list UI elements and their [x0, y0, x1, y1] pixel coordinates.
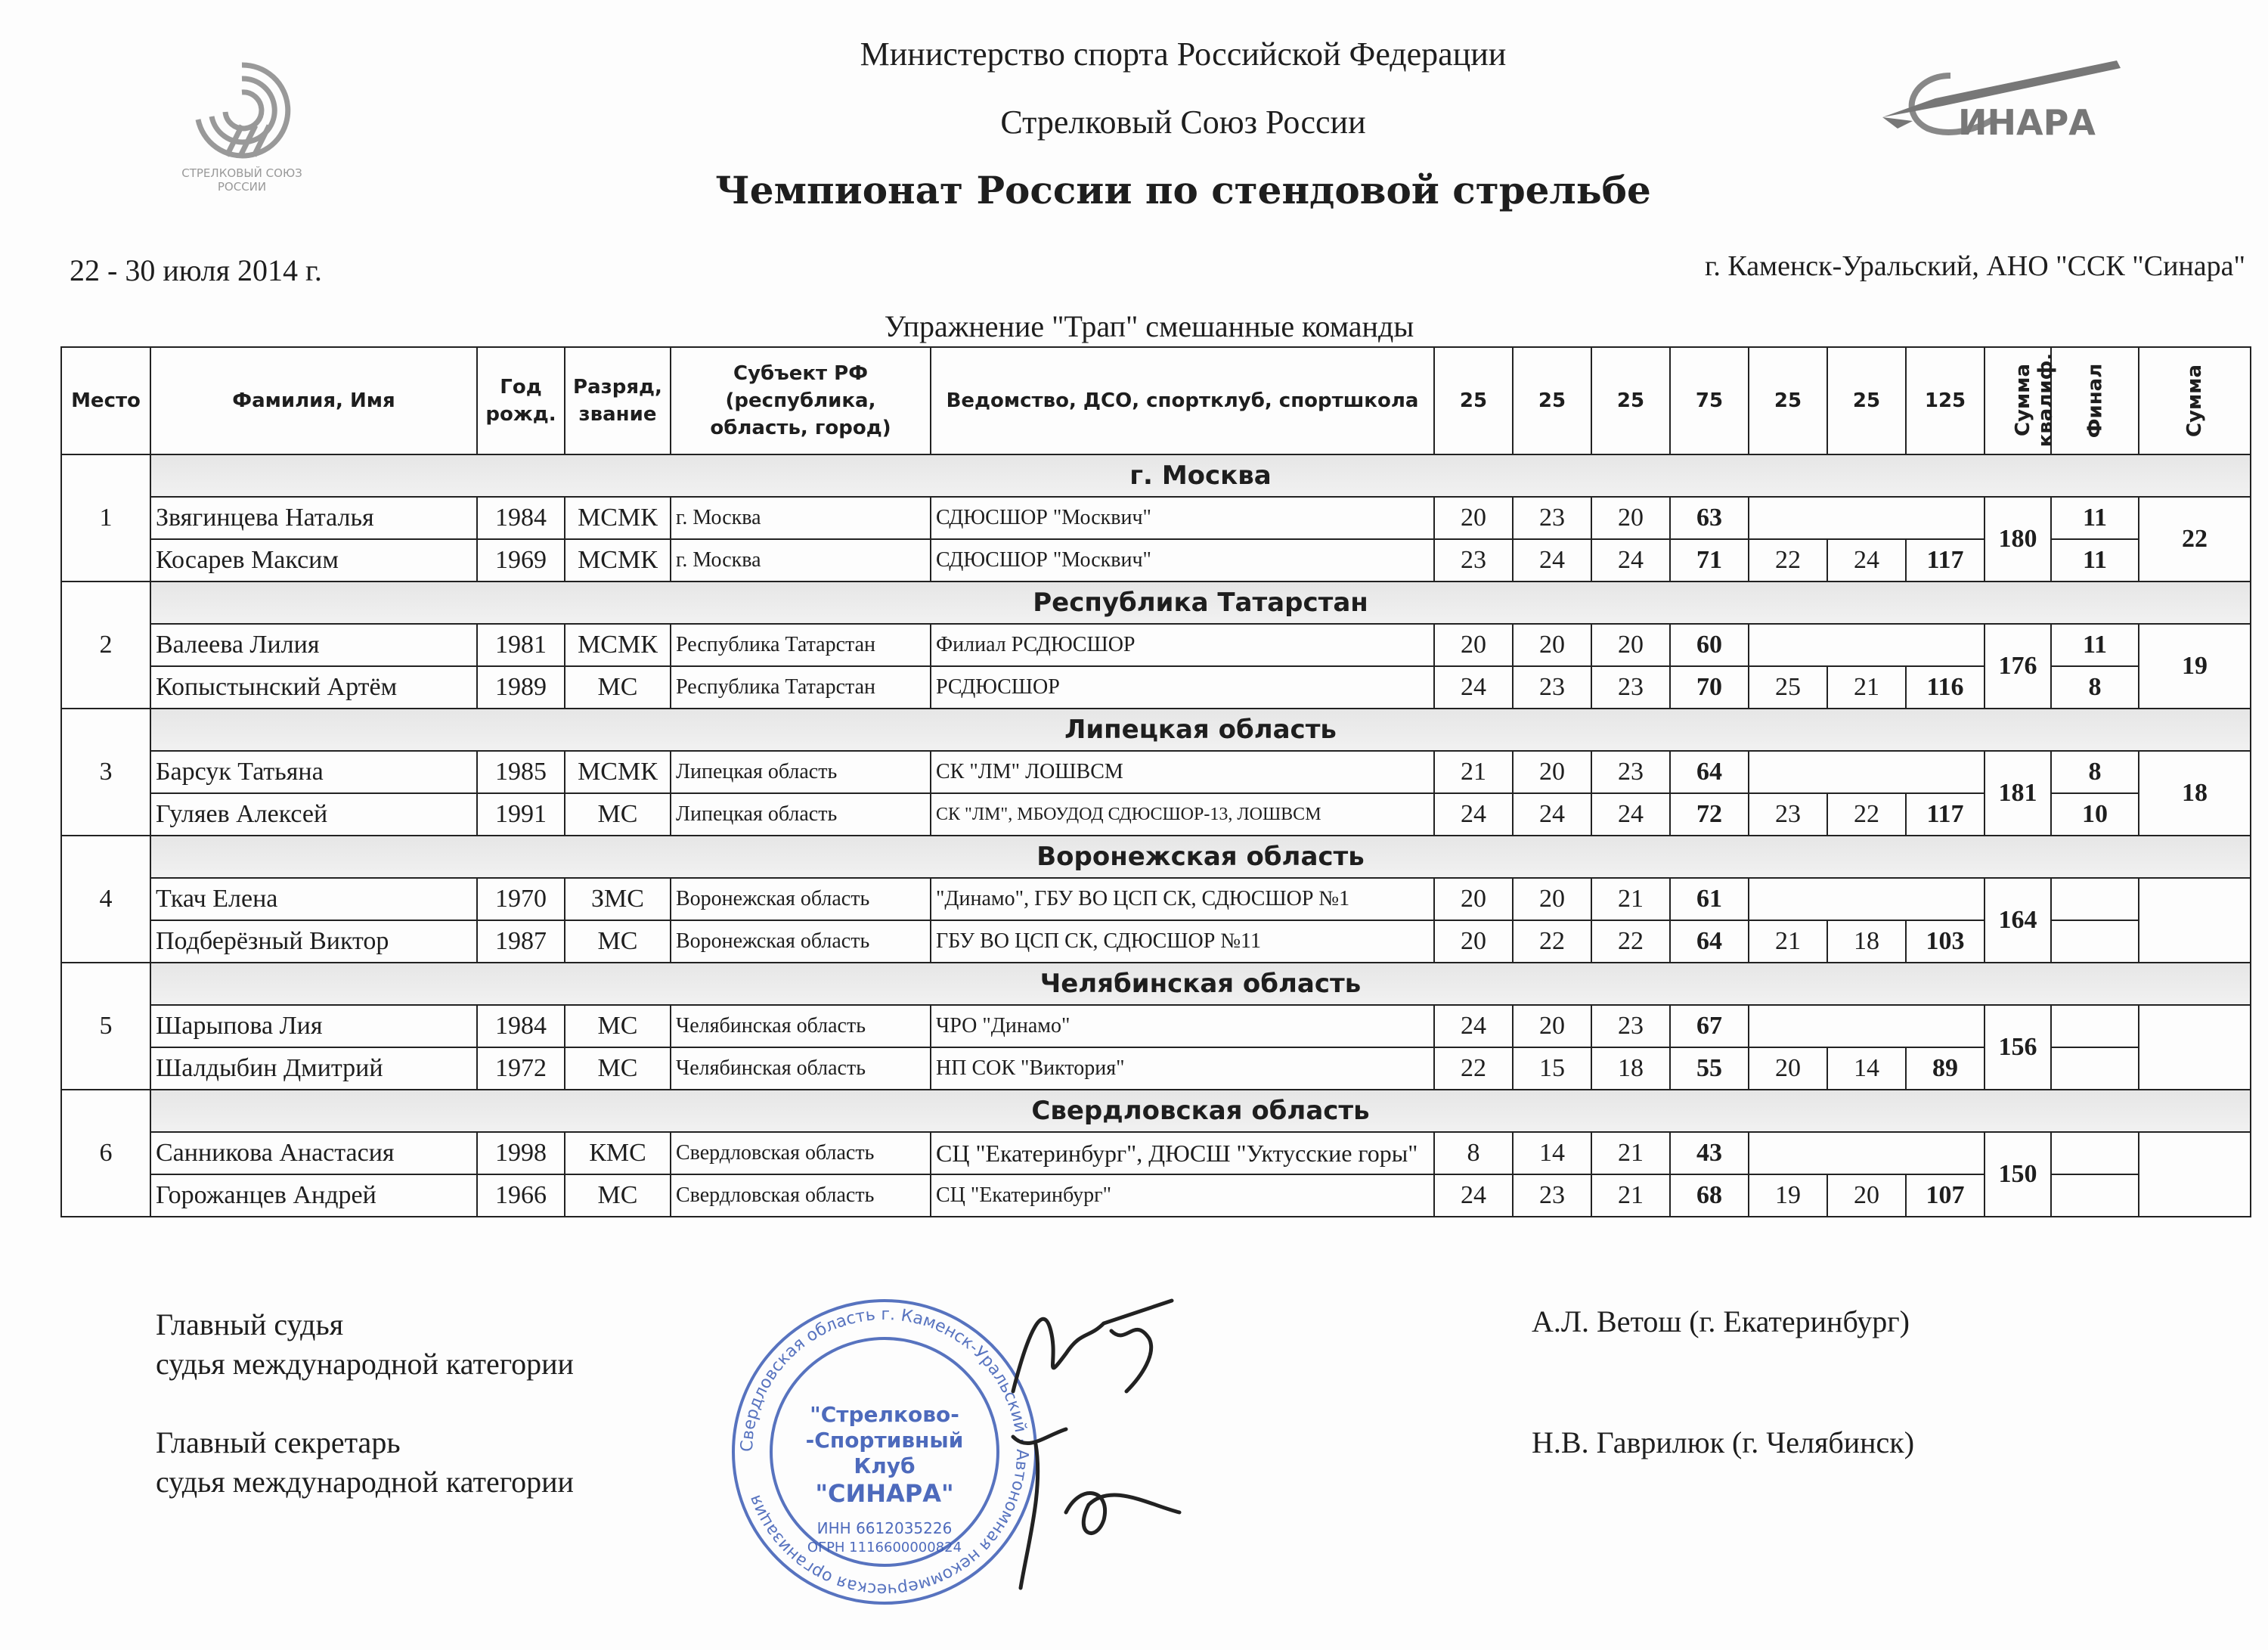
- subject: Челябинская область: [671, 1005, 931, 1047]
- svg-text:"СИНАРА": "СИНАРА": [815, 1479, 954, 1508]
- series-1: 21: [1434, 751, 1513, 793]
- athlete-name: Копыстынский Артём: [150, 666, 477, 709]
- athlete-name: Шалдыбин Дмитрий: [150, 1047, 477, 1090]
- table-row: [61, 539, 2251, 582]
- organization: СК "ЛМ", МБОУДОД СДЮСШОР-13, ЛОШВСМ: [931, 793, 1434, 836]
- event-dates: 22 - 30 июля 2014 г.: [70, 253, 322, 287]
- empty-series: [1749, 751, 1984, 793]
- table-row: [61, 666, 2251, 709]
- empty-series: [1749, 1132, 1984, 1174]
- rank: МС: [565, 1174, 671, 1217]
- team-total: 22: [2139, 497, 2251, 582]
- col-series-4: 25: [1749, 347, 1827, 454]
- team-place: 3: [61, 709, 150, 836]
- team-block: [61, 709, 2251, 836]
- empty-series: [1749, 878, 1984, 920]
- series-2: 14: [1513, 1132, 1591, 1174]
- organization: СЦ "Екатеринбург", ДЮСШ "Уктусские горы": [931, 1132, 1434, 1174]
- birth-year: 1972: [477, 1047, 565, 1090]
- svg-text:Свердловская область г. Каменс: Свердловская область г. Каменск-Уральский · Автономная некоммерческая организация: [737, 1304, 1032, 1599]
- svg-text:СТРЕЛКОВЫЙ СОЮЗ: СТРЕЛКОВЫЙ СОЮЗ: [181, 166, 302, 180]
- table-row: [61, 878, 2251, 920]
- series-3: 24: [1591, 793, 1670, 836]
- series-2: 23: [1513, 1174, 1591, 1217]
- col-name: Фамилия, Имя: [150, 347, 477, 454]
- subject: г. Москва: [671, 539, 931, 582]
- team-region: Воронежская область: [150, 836, 2251, 878]
- series-4: 22: [1749, 539, 1827, 582]
- organization: СДЮСШОР "Москвич": [931, 497, 1434, 539]
- team-total: 18: [2139, 751, 2251, 836]
- subtotal-75: 55: [1670, 1047, 1749, 1090]
- secretary-role: Главный секретарь: [156, 1425, 401, 1459]
- final-score: [2051, 1047, 2139, 1090]
- final-score: 8: [2051, 666, 2139, 709]
- birth-year: 1984: [477, 497, 565, 539]
- birth-year: 1969: [477, 539, 565, 582]
- team-place: 5: [61, 963, 150, 1090]
- col-year: Год рожд.: [477, 347, 565, 454]
- table-row: [61, 751, 2251, 793]
- organization: НП СОК "Виктория": [931, 1047, 1434, 1090]
- secretary-signature: [983, 1422, 1210, 1596]
- final-score: [2051, 1174, 2139, 1217]
- team-block: [61, 582, 2251, 709]
- organization: СЦ "Екатеринбург": [931, 1174, 1434, 1217]
- final-score: [2051, 1132, 2139, 1174]
- subtotal-75: 70: [1670, 666, 1749, 709]
- svg-text:ИНАРА: ИНАРА: [1958, 102, 2096, 143]
- svg-text:ИНН 6612035226: ИНН 6612035226: [816, 1519, 953, 1537]
- qual-sum: 150: [1984, 1132, 2051, 1217]
- athlete-name: Барсук Татьяна: [150, 751, 477, 793]
- rank: МС: [565, 793, 671, 836]
- subject: Липецкая область: [671, 793, 931, 836]
- series-1: 24: [1434, 1005, 1513, 1047]
- rank: МСМК: [565, 497, 671, 539]
- team-region: Челябинская область: [150, 963, 2251, 1005]
- empty-series: [1749, 1005, 1984, 1047]
- subtotal-75: 61: [1670, 878, 1749, 920]
- subtotal-75: 71: [1670, 539, 1749, 582]
- rank: МСМК: [565, 751, 671, 793]
- subject: Воронежская область: [671, 878, 931, 920]
- rank: КМС: [565, 1132, 671, 1174]
- table-row: [61, 1132, 2251, 1174]
- table-row: [61, 1047, 2251, 1090]
- subtotal-75: 60: [1670, 624, 1749, 666]
- series-2: 24: [1513, 793, 1591, 836]
- col-series-3: 25: [1591, 347, 1670, 454]
- svg-text:-Спортивный: -Спортивный: [805, 1428, 964, 1453]
- team-total: [2139, 1005, 2251, 1090]
- rank: МСМК: [565, 624, 671, 666]
- final-score: 11: [2051, 497, 2139, 539]
- organization: РСДЮСШОР: [931, 666, 1434, 709]
- series-4: 21: [1749, 920, 1827, 963]
- empty-series: [1749, 497, 1984, 539]
- judge-role: Главный судья: [156, 1307, 344, 1341]
- total-125: 117: [1906, 793, 1984, 836]
- total-125: 89: [1906, 1047, 1984, 1090]
- team-block: [61, 963, 2251, 1090]
- judge-category: судья международной категории: [156, 1347, 574, 1381]
- series-3: 23: [1591, 666, 1670, 709]
- series-1: 20: [1434, 624, 1513, 666]
- series-1: 24: [1434, 1174, 1513, 1217]
- rank: МС: [565, 666, 671, 709]
- team-region: Республика Татарстан: [150, 582, 2251, 624]
- series-2: 24: [1513, 539, 1591, 582]
- col-subject: Субъект РФ (республика, область, город): [671, 347, 931, 454]
- team-region: Свердловская область: [150, 1090, 2251, 1132]
- col-subtotal-75: 75: [1670, 347, 1749, 454]
- col-series-1: 25: [1434, 347, 1513, 454]
- birth-year: 1991: [477, 793, 565, 836]
- subject: Воронежская область: [671, 920, 931, 963]
- birth-year: 1981: [477, 624, 565, 666]
- qual-sum: 164: [1984, 878, 2051, 963]
- series-2: 23: [1513, 497, 1591, 539]
- athlete-name: Подберёзный Виктор: [150, 920, 477, 963]
- organization: СК "ЛМ" ЛОШВСМ: [931, 751, 1434, 793]
- series-3: 23: [1591, 1005, 1670, 1047]
- table-row: [61, 920, 2251, 963]
- subject: Республика Татарстан: [671, 624, 931, 666]
- series-3: 21: [1591, 1132, 1670, 1174]
- rank: ЗМС: [565, 878, 671, 920]
- team-place: 6: [61, 1090, 150, 1217]
- team-place: 2: [61, 582, 150, 709]
- col-series-2: 25: [1513, 347, 1591, 454]
- birth-year: 1966: [477, 1174, 565, 1217]
- organization: ЧРО "Динамо": [931, 1005, 1434, 1047]
- col-total-125: 125: [1906, 347, 1984, 454]
- rank: МС: [565, 1047, 671, 1090]
- team-block: [61, 836, 2251, 963]
- final-score: [2051, 920, 2139, 963]
- col-final: Финал: [2051, 347, 2139, 454]
- subtotal-75: 72: [1670, 793, 1749, 836]
- col-qual-sum: Сумма квалиф.: [1984, 347, 2051, 454]
- athlete-name: Горожанцев Андрей: [150, 1174, 477, 1217]
- series-1: 20: [1434, 920, 1513, 963]
- athlete-name: Гуляев Алексей: [150, 793, 477, 836]
- series-1: 24: [1434, 793, 1513, 836]
- team-block: [61, 1090, 2251, 1217]
- col-place: Место: [61, 347, 150, 454]
- total-125: 103: [1906, 920, 1984, 963]
- series-1: 23: [1434, 539, 1513, 582]
- athlete-name: Валеева Лилия: [150, 624, 477, 666]
- athlete-name: Звягинцева Наталья: [150, 497, 477, 539]
- secretary-name: Н.В. Гаврилюк (г. Челябинск): [1532, 1425, 1915, 1459]
- series-4: 25: [1749, 666, 1827, 709]
- ministry-heading: Министерство спорта Российской Федерации: [860, 36, 1507, 73]
- organization: "Динамо", ГБУ ВО ЦСП СК, СДЮСШОР №1: [931, 878, 1434, 920]
- birth-year: 1989: [477, 666, 565, 709]
- athlete-name: Ткач Елена: [150, 878, 477, 920]
- judge-signature: [998, 1286, 1194, 1407]
- rank: МС: [565, 920, 671, 963]
- series-1: 24: [1434, 666, 1513, 709]
- series-1: 20: [1434, 878, 1513, 920]
- table-row: [61, 1174, 2251, 1217]
- series-3: 22: [1591, 920, 1670, 963]
- subject: Свердловская область: [671, 1174, 931, 1217]
- qual-sum: 181: [1984, 751, 2051, 836]
- series-3: 20: [1591, 497, 1670, 539]
- subject: г. Москва: [671, 497, 931, 539]
- svg-text:РОССИИ: РОССИИ: [217, 180, 267, 194]
- organization: ГБУ ВО ЦСП СК, СДЮСШОР №11: [931, 920, 1434, 963]
- birth-year: 1984: [477, 1005, 565, 1047]
- subject: Челябинская область: [671, 1047, 931, 1090]
- series-3: 21: [1591, 1174, 1670, 1217]
- series-4: 19: [1749, 1174, 1827, 1217]
- table-row: [61, 1005, 2251, 1047]
- final-score: [2051, 878, 2139, 920]
- team-block: [61, 454, 2251, 582]
- svg-text:Клуб: Клуб: [854, 1453, 916, 1478]
- athlete-name: Шарыпова Лия: [150, 1005, 477, 1047]
- team-region: Липецкая область: [150, 709, 2251, 751]
- empty-series: [1749, 624, 1984, 666]
- subject: Свердловская область: [671, 1132, 931, 1174]
- subtotal-75: 43: [1670, 1132, 1749, 1174]
- birth-year: 1970: [477, 878, 565, 920]
- col-org: Ведомство, ДСО, спортклуб, спортшкола: [931, 347, 1434, 454]
- birth-year: 1985: [477, 751, 565, 793]
- series-5: 18: [1827, 920, 1906, 963]
- exercise-title: Упражнение "Трап" смешанные команды: [884, 309, 1414, 343]
- col-rank: Разряд, звание: [565, 347, 671, 454]
- col-series-5: 25: [1827, 347, 1906, 454]
- secretary-category: судья международной категории: [156, 1465, 574, 1499]
- series-4: 23: [1749, 793, 1827, 836]
- final-score: 10: [2051, 793, 2139, 836]
- table-header-row: [61, 347, 2251, 454]
- final-score: 11: [2051, 539, 2139, 582]
- team-total: [2139, 878, 2251, 963]
- results-table: [60, 346, 2251, 1217]
- table-row: [61, 624, 2251, 666]
- organization: СДЮСШОР "Москвич": [931, 539, 1434, 582]
- birth-year: 1998: [477, 1132, 565, 1174]
- qual-sum: 180: [1984, 497, 2051, 582]
- team-region: г. Москва: [150, 454, 2251, 497]
- subtotal-75: 63: [1670, 497, 1749, 539]
- organization: Филиал РСДЮСШОР: [931, 624, 1434, 666]
- qual-sum: 156: [1984, 1005, 2051, 1090]
- series-2: 15: [1513, 1047, 1591, 1090]
- rank: МСМК: [565, 539, 671, 582]
- series-2: 20: [1513, 878, 1591, 920]
- total-125: 116: [1906, 666, 1984, 709]
- subject: Республика Татарстан: [671, 666, 931, 709]
- team-place: 4: [61, 836, 150, 963]
- subtotal-75: 64: [1670, 751, 1749, 793]
- team-total: 19: [2139, 624, 2251, 709]
- subtotal-75: 68: [1670, 1174, 1749, 1217]
- series-5: 14: [1827, 1047, 1906, 1090]
- final-score: 8: [2051, 751, 2139, 793]
- series-5: 21: [1827, 666, 1906, 709]
- total-125: 117: [1906, 539, 1984, 582]
- series-3: 23: [1591, 751, 1670, 793]
- series-5: 24: [1827, 539, 1906, 582]
- final-score: [2051, 1005, 2139, 1047]
- series-3: 18: [1591, 1047, 1670, 1090]
- total-125: 107: [1906, 1174, 1984, 1217]
- series-2: 20: [1513, 1005, 1591, 1047]
- series-3: 20: [1591, 624, 1670, 666]
- judge-name: А.Л. Ветош (г. Екатеринбург): [1532, 1304, 1910, 1338]
- series-3: 21: [1591, 878, 1670, 920]
- series-1: 8: [1434, 1132, 1513, 1174]
- qual-sum: 176: [1984, 624, 2051, 709]
- table-row: [61, 497, 2251, 539]
- event-venue: г. Каменск-Уральский, АНО "ССК "Синара": [1705, 250, 2245, 282]
- series-1: 20: [1434, 497, 1513, 539]
- athlete-name: Санникова Анастасия: [150, 1132, 477, 1174]
- athlete-name: Косарев Максим: [150, 539, 477, 582]
- subtotal-75: 64: [1670, 920, 1749, 963]
- subtotal-75: 67: [1670, 1005, 1749, 1047]
- team-total: [2139, 1132, 2251, 1217]
- table-row: [61, 793, 2251, 836]
- subject: Липецкая область: [671, 751, 931, 793]
- series-3: 24: [1591, 539, 1670, 582]
- svg-text:"Стрелково-: "Стрелково-: [810, 1402, 959, 1427]
- series-5: 20: [1827, 1174, 1906, 1217]
- rank: МС: [565, 1005, 671, 1047]
- series-5: 22: [1827, 793, 1906, 836]
- series-2: 22: [1513, 920, 1591, 963]
- series-2: 20: [1513, 624, 1591, 666]
- team-place: 1: [61, 454, 150, 582]
- union-heading: Стрелковый Союз России: [1000, 104, 1366, 141]
- col-total: Сумма: [2139, 347, 2251, 454]
- birth-year: 1987: [477, 920, 565, 963]
- series-2: 23: [1513, 666, 1591, 709]
- final-score: 11: [2051, 624, 2139, 666]
- svg-text:ОГРН 1116600000824: ОГРН 1116600000824: [807, 1540, 962, 1555]
- series-2: 20: [1513, 751, 1591, 793]
- series-4: 20: [1749, 1047, 1827, 1090]
- series-1: 22: [1434, 1047, 1513, 1090]
- page-title: Чемпионат России по стендовой стрельбе: [715, 168, 1651, 212]
